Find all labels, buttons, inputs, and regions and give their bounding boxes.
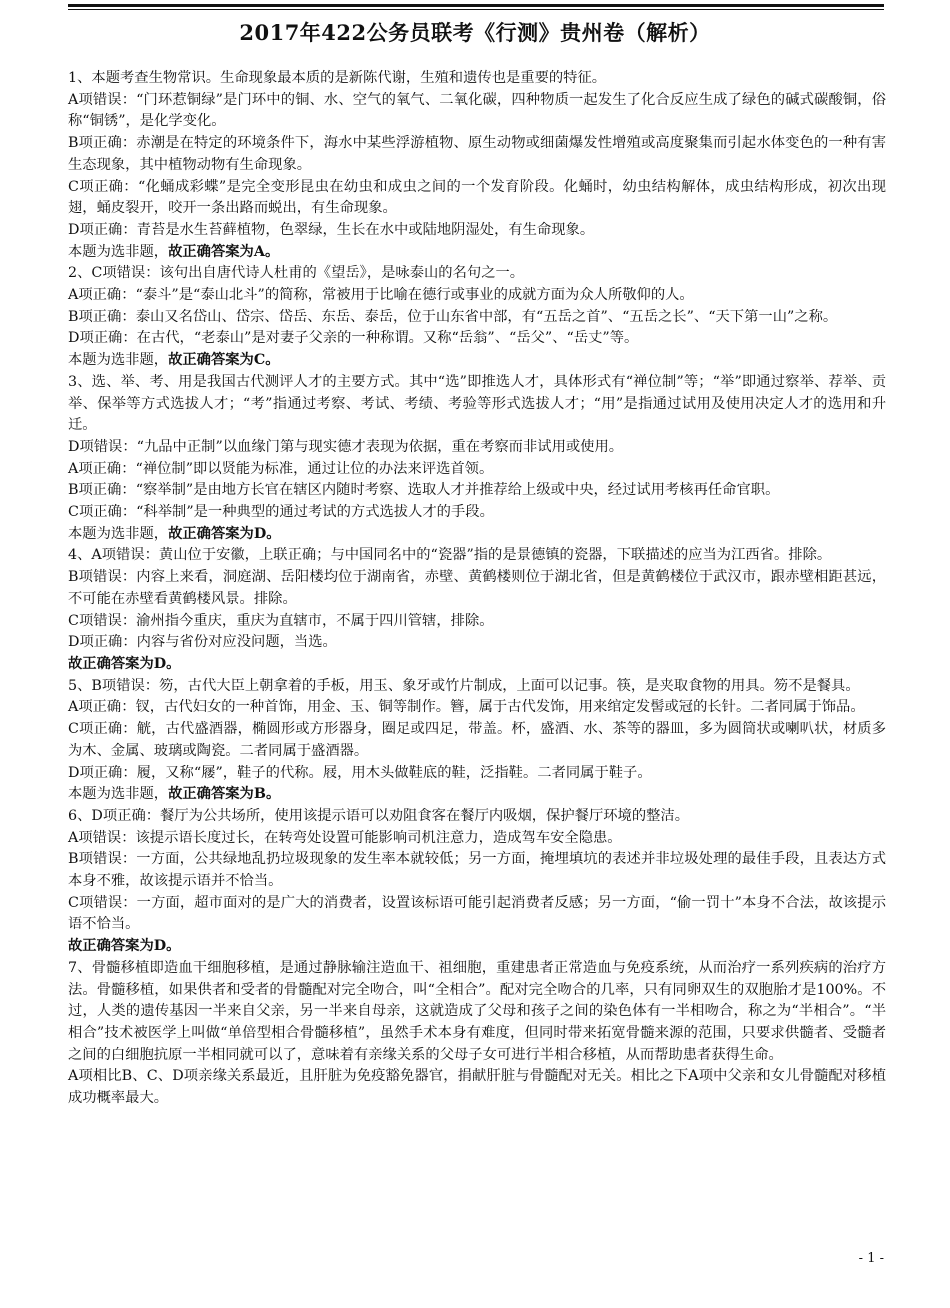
- paragraph: [68, 68, 886, 90]
- paragraph: [68, 545, 886, 567]
- paragraph: [68, 524, 886, 546]
- paragraph-text: B项错误：一方面，公共绿地乱扔垃圾现象的发生率本就较低；另一方面，掩埋填坑的表述并非垃圾处理的最佳手段，且表达方式本身不雅，故该提示语并不恰当。: [68, 851, 886, 890]
- paragraph-text: 本题为选非题，: [68, 525, 169, 542]
- paragraph: [68, 567, 886, 610]
- paragraph: [68, 654, 886, 676]
- paragraph-text: 4、A项错误：黄山位于安徽，上联正确；与中国同名中的“瓷器”指的是景德镇的瓷器，下联描述的应当为江西省。排除。: [68, 547, 832, 564]
- paragraph: [68, 632, 886, 654]
- paragraph: [68, 285, 886, 307]
- paragraph-text: A项正确：“禅位制”即以贤能为标准，通过让位的办法来评选首领。: [68, 460, 494, 477]
- paragraph: [68, 502, 886, 524]
- paragraph: [68, 328, 886, 350]
- paragraph-text: 1、本题考查生物常识。生命现象最本质的是新陈代谢，生殖和遗传也是重要的特征。: [68, 70, 607, 86]
- paragraph: [68, 611, 886, 633]
- paragraph-text: 本题为选非题，: [68, 352, 169, 369]
- paragraph-text: B项正确：泰山又名岱山、岱宗、岱岳、东岳、泰岳，位于山东省中部，有“五岳之首”、“五岳之长”、“天下第一山”之称。: [68, 308, 838, 325]
- paragraph: [68, 676, 886, 698]
- paragraph-text: C项正确：“科举制”是一种典型的通过考试的方式选拔人才的手段。: [68, 504, 494, 521]
- answer-text: 故正确答案为D。: [68, 655, 181, 672]
- paragraph: [68, 828, 886, 850]
- paragraph: [68, 480, 886, 502]
- paragraph: [68, 133, 886, 176]
- paragraph: [68, 893, 886, 936]
- paragraph-text: B项正确：赤潮是在特定的环境条件下，海水中某些浮游植物、原生动物或细菌爆发性增殖或高度聚集而引起水体变色的一种有害生态现象，其中植物动物有生命现象。: [68, 135, 886, 173]
- paragraph: [68, 90, 886, 133]
- paragraph-text: A项相比B、C、D项亲缘关系最近，且肝脏为免疫豁免器官，捐献肝脏与骨髓配对无关。相比之下A项中父亲和女儿骨髓配对移植成功概率最大。: [68, 1068, 886, 1107]
- paragraph-text: B项正确：“察举制”是由地方长官在辖区内随时考察、选取人才并推荐给上级或中央，经过试用考核再任命官职。: [68, 482, 780, 499]
- paragraph: [68, 958, 886, 1067]
- paragraph-text: D项正确：履，又称“屦”，鞋子的代称。屐，用木头做鞋底的鞋，泛指鞋。二者同属于鞋子。: [68, 764, 652, 781]
- document-body: [68, 68, 886, 1110]
- header-rule-thick: [68, 4, 884, 7]
- answer-text: 故正确答案为B。: [168, 786, 281, 803]
- paragraph: [68, 697, 886, 719]
- paragraph-text: 2、C项错误：该句出自唐代诗人杜甫的《望岳》，是咏泰山的名句之一。: [68, 265, 525, 282]
- paragraph-text: 7、骨髓移植即造血干细胞移植，是通过静脉输注造血干、祖细胞，重建患者正常造血与免疫系统，从而治疗一系列疾病的治疗方法。骨髓移植，如果供者和受者的骨髓配对完全吻合，叫“全相合”。配对完全吻合的几率，只有同卵双生的双胞胎才是100%。不过，人类的遗传基因一半来自父亲，另一半来自母亲，这就造成了父母和孩子之间的染色体有一半相吻合，称之为“半相合”。“半相合”技术被医学上叫做“单倍型相合骨髓移植”，虽然手术本身有难度，但同时带来拓宽骨髓来源的范围，只要求供髓者、受髓者之间的白细胞抗原一半相同就可以了，意味着有亲缘关系的父母子女可进行半相合移植，从而帮助患者获得生命。: [68, 959, 886, 1063]
- paragraph-text: A项正确：“泰斗”是“泰山北斗”的简称，常被用于比喻在德行或事业的成就方面为众人所敬仰的人。: [68, 287, 694, 304]
- paragraph: [68, 806, 886, 828]
- paragraph-text: 本题为选非题，: [68, 786, 169, 803]
- paragraph: [68, 459, 886, 481]
- answer-text: 故正确答案为D。: [168, 525, 281, 542]
- paragraph: [68, 784, 886, 806]
- paragraph: [68, 220, 886, 242]
- paragraph-text: 6、D项正确：餐厅为公共场所，使用该提示语可以劝阻食客在餐厅内吸烟，保护餐厅环境的整洁。: [68, 807, 690, 824]
- paragraph: [68, 372, 886, 437]
- paragraph-text: A项错误：“门环惹铜绿”是门环中的铜、水、空气的氧气、二氧化碳，四种物质一起发生了化合反应生成了绿色的碱式碳酸铜，俗称“铜锈”，是化学变化。: [68, 91, 886, 130]
- header-rule-thin: [68, 9, 884, 10]
- paragraph: [68, 936, 886, 958]
- paragraph: [68, 350, 886, 372]
- paragraph-text: C项错误：一方面，超市面对的是广大的消费者，设置该标语可能引起消费者反感；另一方面，“偷一罚十”本身不合法，故该提示语不恰当。: [68, 894, 886, 933]
- paragraph-text: C项正确：觥，古代盛酒器，椭圆形或方形器身，圈足或四足，带盖。杯，盛酒、水、茶等的器皿，多为圆筒状或喇叭状，材质多为木、金属、玻璃或陶瓷。二者同属于盛酒器。: [68, 721, 886, 759]
- paragraph-text: 5、B项错误：笏，古代大臣上朝拿着的手板，用玉、象牙或竹片制成，上面可以记事。筷，是夹取食物的用具。笏不是餐具。: [68, 677, 860, 694]
- paragraph-text: B项错误：内容上来看，洞庭湖、岳阳楼均位于湖南省，赤壁、黄鹤楼则位于湖北省，但是黄鹤楼位于武汉市，跟赤壁相距甚远，不可能在赤壁看黄鹤楼风景。排除。: [68, 569, 886, 607]
- paragraph: [68, 263, 886, 285]
- paragraph-text: 3、选、举、考、用是我国古代测评人才的主要方式。其中“选”即推选人才，具体形式有“禅位制”等；“举”即通过察举、荐举、贡举、保举等方式选拔人才；“考”指通过考察、考试、考绩、考验等形式选拔人才；“用”是指通过试用及使用决定人才的选用和升迁。: [68, 373, 886, 434]
- paragraph-text: D项正确：内容与省份对应没问题，当选。: [68, 634, 337, 651]
- answer-text: 故正确答案为D。: [68, 938, 181, 955]
- paragraph: [68, 719, 886, 762]
- paragraph-text: 本题为选非题，: [68, 243, 169, 260]
- answer-text: 故正确答案为C。: [168, 352, 280, 369]
- answer-text: 故正确答案为A。: [168, 243, 280, 260]
- paragraph-text: D项正确：青苔是水生苔藓植物，色翠绿，生长在水中或陆地阴湿处，有生命现象。: [68, 221, 595, 238]
- paragraph-text: C项正确：“化蛹成彩蝶”是完全变形昆虫在幼虫和成虫之间的一个发育阶段。化蛹时，幼虫结构解体，成虫结构形成，初次出现翅，蛹皮裂开，咬开一条出路而蜕出，有生命现象。: [68, 178, 886, 217]
- paragraph-text: A项错误：该提示语长度过长，在转弯处设置可能影响司机注意力，造成驾车安全隐患。: [68, 829, 622, 846]
- paragraph-text: C项错误：渝州指今重庆，重庆为直辖市，不属于四川管辖，排除。: [68, 612, 494, 629]
- paragraph-text: D项正确：在古代，“老泰山”是对妻子父亲的一种称谓。又称“岳翁”、“岳父”、“岳丈”等。: [68, 330, 639, 347]
- paragraph-text: A项正确：钗，古代妇女的一种首饰，用金、玉、铜等制作。簪，属于古代发饰，用来绾定发髻或冠的长针。二者同属于饰品。: [68, 699, 865, 716]
- paragraph: [68, 177, 886, 220]
- paragraph: [68, 242, 886, 264]
- paragraph: [68, 307, 886, 329]
- document-title: 2017年422公务员联考《行测》贵州卷（解析）: [239, 20, 711, 45]
- page-number: - 1 -: [858, 1251, 884, 1266]
- paragraph-text: D项错误：“九品中正制”以血缘门第与现实德才表现为依据，重在考察而非试用或使用。: [68, 438, 624, 455]
- paragraph: [68, 763, 886, 785]
- paragraph: [68, 437, 886, 459]
- paragraph: [68, 1066, 886, 1109]
- paragraph: [68, 849, 886, 892]
